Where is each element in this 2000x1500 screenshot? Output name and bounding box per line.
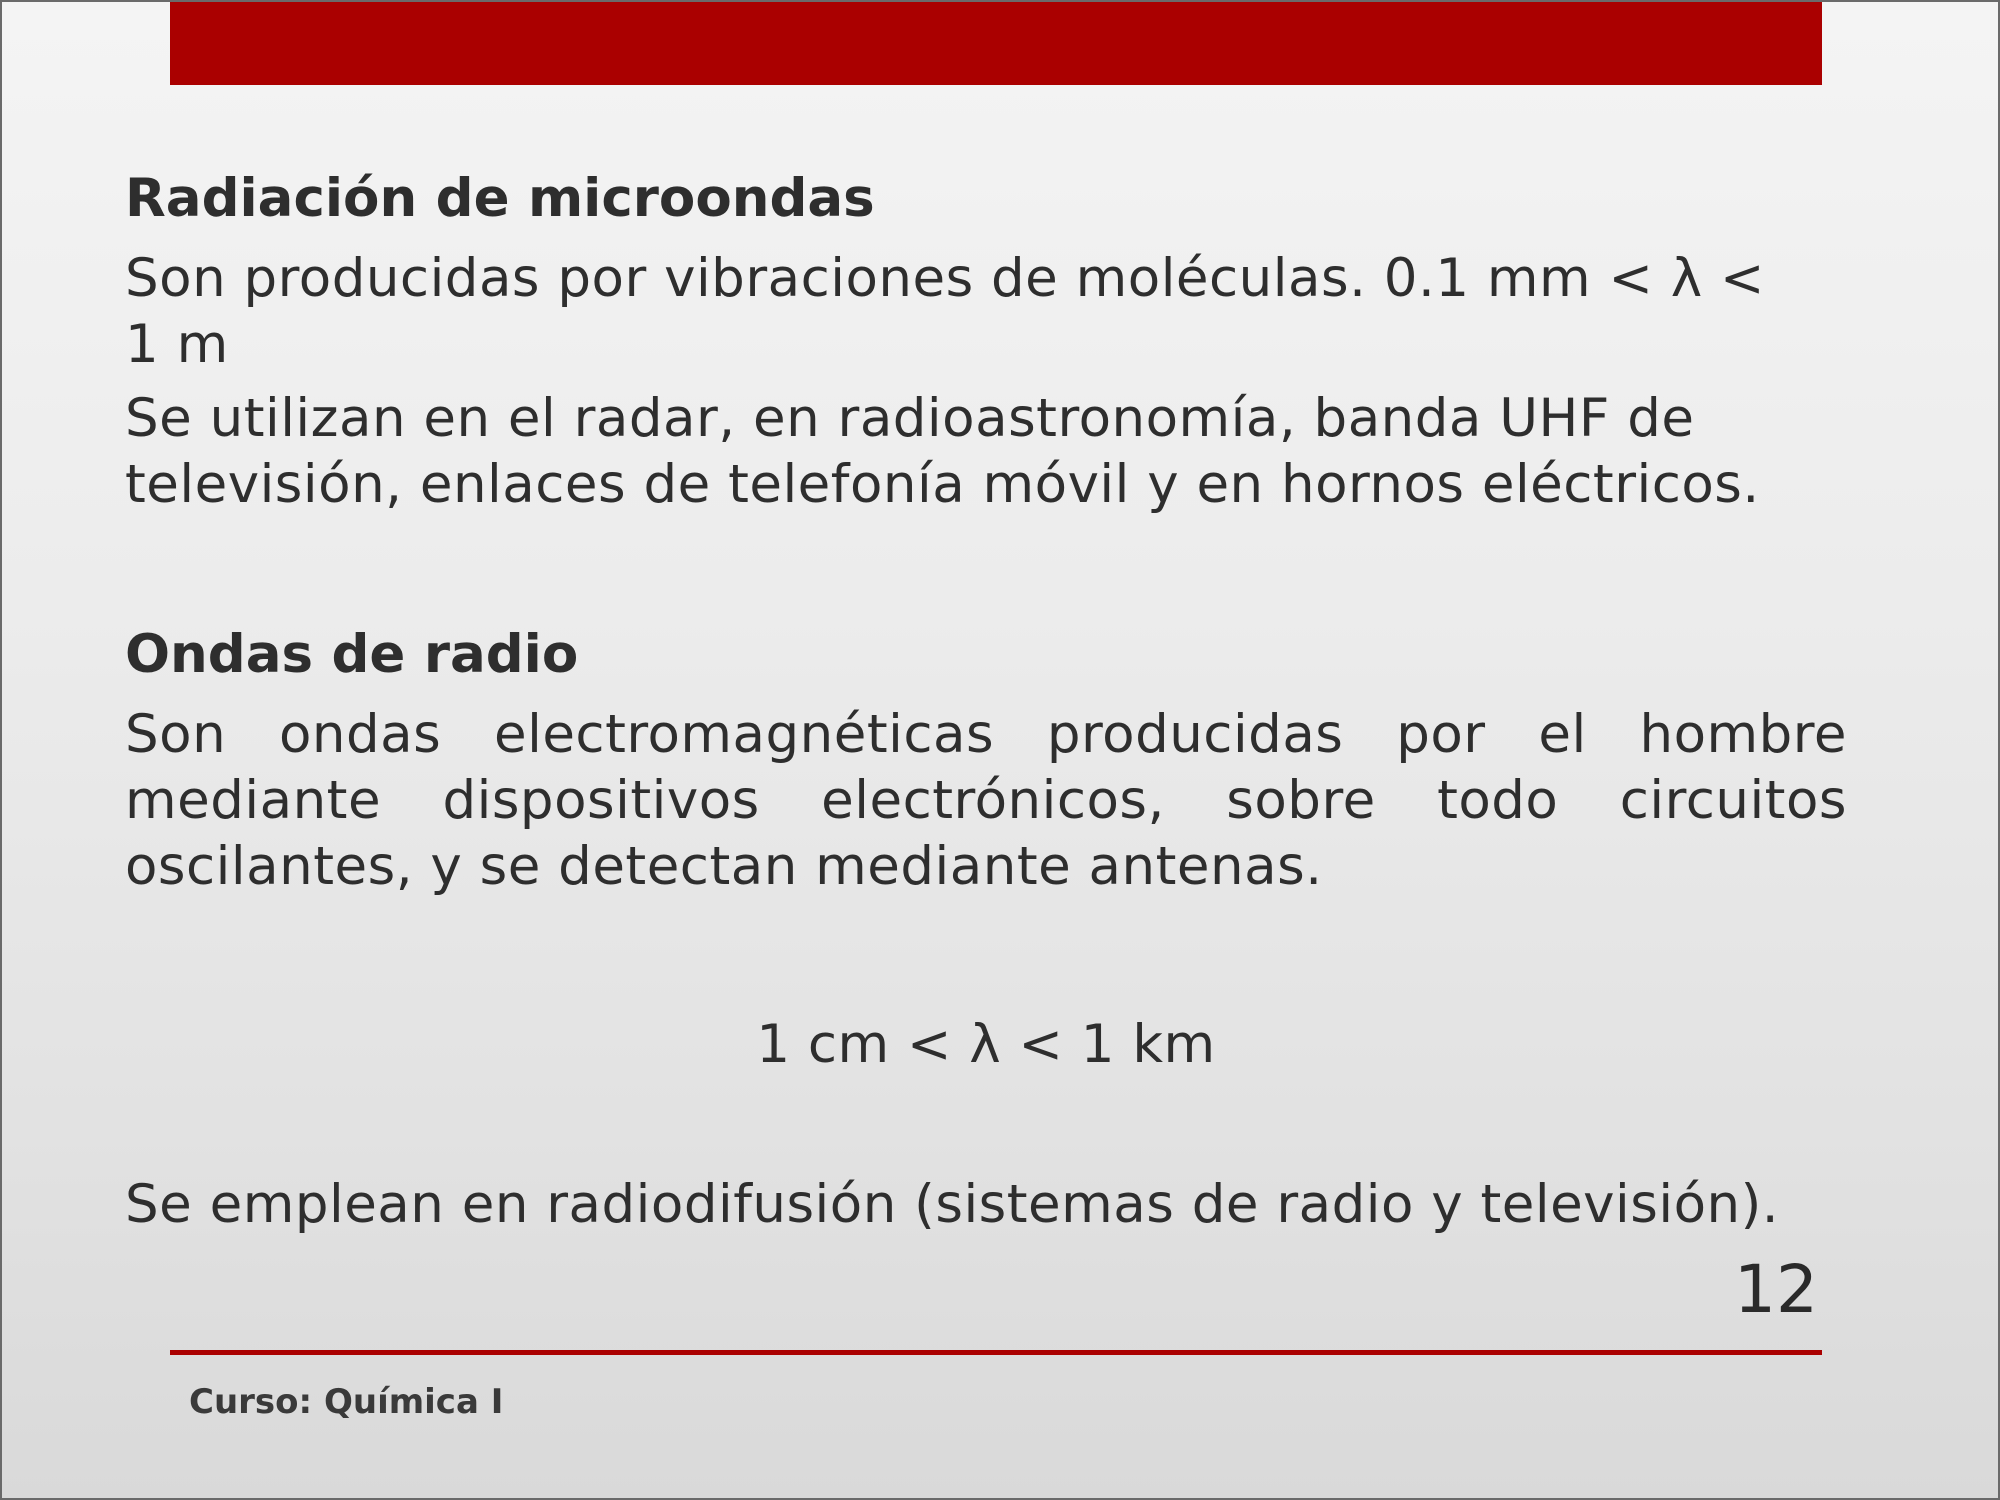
top-accent-bar — [170, 2, 1822, 85]
course-footer: Curso: Química I — [189, 1382, 504, 1422]
slide-content — [125, 160, 1847, 1238]
radio-usage-paragraph: Se emplean en radiodifusión (sistemas de radio y televisión). — [125, 1174, 1780, 1235]
microwave-paragraph-1 — [125, 246, 1847, 378]
radio-paragraph: Son ondas electromagnéticas producidas por el hombre mediante dispositivos electrónicos, sobre todo circuitos oscilantes, y se detectan mediante antenas. — [125, 704, 1847, 897]
microwave-paragraph-2 — [125, 386, 1847, 518]
radio-heading: Ondas de radio — [125, 624, 579, 685]
microwave-heading: Radiación de microondas — [125, 168, 875, 229]
microwave-paragraph-1-line-2: 1 m — [125, 314, 229, 375]
microwave-paragraph-1-line-1: Son producidas por vibraciones de moléculas. 0.1 mm < λ < — [125, 248, 1765, 309]
microwave-paragraph-2-line-2: televisión, enlaces de telefonía móvil y en hornos eléctricos. — [125, 454, 1760, 515]
page-number: 12 — [1734, 1251, 1818, 1328]
microwave-paragraph-2-line-1: Se utilizan en el radar, en radioastronomía, banda UHF de — [125, 388, 1695, 449]
radio-wavelength-formula: 1 cm < λ < 1 km — [756, 1014, 1216, 1075]
footer-divider — [170, 1350, 1822, 1355]
